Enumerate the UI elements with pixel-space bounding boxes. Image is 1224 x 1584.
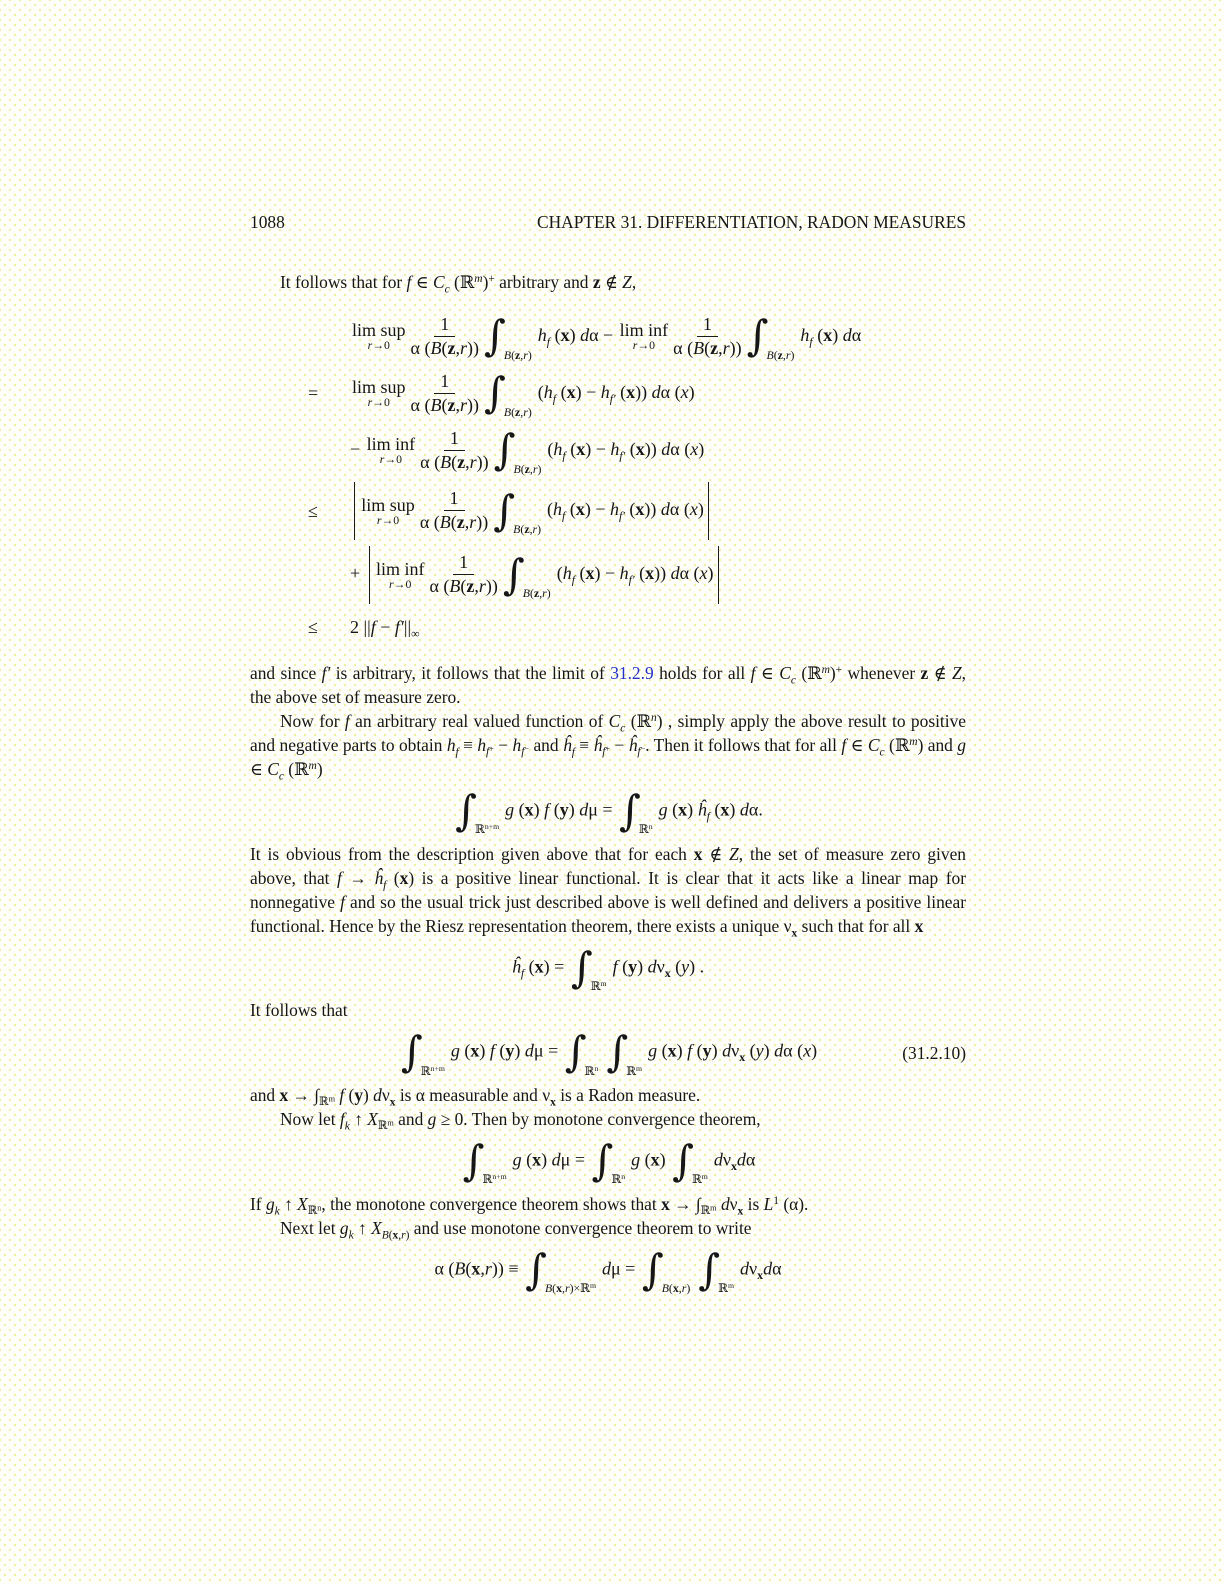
fraction: $\frac{1}{\alpha (B(z,r))}$ xyxy=(429,552,498,597)
paragraph-intro: It follows that for f ∈ $C_c$ (ℝ$^m$)+ arbitrary and z ∉ Z, xyxy=(280,272,637,296)
relation-symbol: ≤ xyxy=(308,500,318,521)
page-header xyxy=(250,210,966,234)
relation-symbol: ≤ xyxy=(308,616,318,637)
equation-number-tag: (31.2.10) xyxy=(902,1042,966,1063)
integral-sign: ∫ xyxy=(570,942,593,992)
integral-sign: ∫ xyxy=(746,311,769,361)
paragraph-next-let-gk: Next let $g_k$ ↑ $X_{B(x,r)}$ and use monotone convergence theorem to write xyxy=(280,1217,752,1242)
limit-operator: lim sup r→0 xyxy=(352,320,406,353)
integral-sign: ∫ xyxy=(502,549,525,599)
page-content xyxy=(250,210,966,1300)
integral: ∫ B(z,r) xyxy=(502,549,551,601)
integral-sign: ∫ xyxy=(455,786,478,836)
limit-operator: lim sup r→0 xyxy=(361,494,415,527)
integral-sign: ∫ xyxy=(564,1027,587,1077)
page-number: 1088 xyxy=(250,212,285,232)
integral: ∫ ℝ$^{n+m}$ xyxy=(462,1136,507,1187)
equation-row-6 xyxy=(308,607,966,647)
equation-row-1 xyxy=(308,308,966,365)
integral-sign: ∫ xyxy=(400,1027,423,1077)
paragraph-and-x-radon: and $x \to \int_{ℝ^m}$ f (y) $d\nu_x$ is α measurable and $\nu_x$ is a Radon measure. xyxy=(250,1085,701,1109)
equation-monotone: ∫ ℝ$^{n+m}$ g (x) dμ = ∫ ℝ$^n$ g (x) ∫ ℝ$^m$ $d\nu_xd\alpha$ xyxy=(462,1136,756,1187)
equation-expression: + lim inf r→0 $\frac{1}{\alpha (B(z,r))}$ ∫ B(z,r) ($h_f$ $(x) - h_{f'}$ (x)) dα (x) xyxy=(350,546,723,604)
equation-row-4 xyxy=(308,479,966,543)
paragraph-obvious: It is obvious from the description given above that for each x ∉ Z, the set of measure zero given above, that $f \to ĥ_f$ (x) is a positive linear functional. It is clear that it acts like a linear map for nonnegative f and so the usual trick just described above is well defined and delivers a positive linear functional. Hence by the Riesz representation theorem, there exists a unique $\nu_x$ such that for all x xyxy=(250,843,967,940)
equation-alpha-ball: α (B(x,r)) ≡ ∫ B(x,r)×ℝ$^m$ dμ = ∫ B(x,r) ∫ ℝ$^m$ $d\nu_xd\alpha$ xyxy=(434,1244,782,1296)
integral: ∫ B(z,r) xyxy=(483,311,532,362)
fraction: $\frac{1}{\alpha (B(z,r))}$ xyxy=(410,313,479,358)
equation-expression: lim sup r→0 $\frac{1}{\alpha (B(z,r))}$ ∫ B(z,r) $h_f$ (x) dα − lim inf r→0 $\frac{1}{\alpha (B(z,r))}$ ∫ B(z,r) $h_f$ (x) dα xyxy=(352,311,862,362)
integral: ∫ ℝ$^n$ xyxy=(564,1027,599,1078)
limit-operator: lim inf r→0 xyxy=(366,434,416,467)
paragraph-if-gk: If $g_k$ ↑ $X_{ℝ^n}$, the monotone convergence theorem shows that $x \to \int_{ℝ^m}$ $d\nu_x$ is $L^1$ (α). xyxy=(250,1193,809,1218)
vertical-bar xyxy=(369,546,370,604)
paragraph-it-follows-that: It follows that xyxy=(250,1000,348,1021)
fraction: $\frac{1}{\alpha (B(z,r))}$ xyxy=(420,427,489,472)
equation-31-2-10 xyxy=(250,1022,966,1083)
relation-symbol: = xyxy=(308,383,319,404)
integral-sign: ∫ xyxy=(591,1136,614,1186)
fraction: $\frac{1}{\alpha (B(z,r))}$ xyxy=(419,488,489,533)
vertical-bar xyxy=(718,546,719,604)
equation-row-5 xyxy=(308,543,966,607)
equation-hhat-riesz: $ĥ_f$ (x) = ∫ ℝ$^m$ f (y) $d\nu_x$ (y) . xyxy=(511,942,705,994)
ref-link-31-2-9[interactable]: 31.2.9 xyxy=(610,663,654,684)
vertical-bar xyxy=(354,482,355,540)
integral-sign: ∫ xyxy=(619,786,641,836)
integral: ∫ ℝ$^n$ xyxy=(591,1136,626,1187)
fraction: $\frac{1}{\alpha (B(z,r))}$ xyxy=(673,313,742,358)
integral-sign: ∫ xyxy=(525,1244,547,1294)
equation-row-2 xyxy=(308,365,966,422)
integral: ∫ ℝ$^m$ xyxy=(698,1244,734,1296)
integral: ∫ ℝ$^m$ xyxy=(606,1027,643,1078)
equation-limsup-liminf-block xyxy=(308,308,966,647)
integral-sign: ∫ xyxy=(493,425,516,475)
integral: ∫ B(x,r) xyxy=(641,1244,691,1296)
integral-sign: ∫ xyxy=(493,485,516,535)
equation-expression: − lim inf r→0 $\frac{1}{\alpha (B(z,r))}$ ∫ B(z,r) ($h_f$ $(x) - h_{f'}$ (x)) dα (x) xyxy=(350,425,705,476)
integral: ∫ ℝ$^n$ xyxy=(619,786,653,837)
equation-expression: lim sup r→0 $\frac{1}{\alpha (B(z,r))}$ ∫ B(z,r) ($h_f$ $(x) - h_{f'}$ (x)) dα (x) xyxy=(350,482,713,540)
integral: ∫ ℝ$^{n+m}$ xyxy=(400,1027,445,1078)
integral: ∫ ℝ$^m$ xyxy=(672,1136,708,1187)
chapter-title: CHAPTER 31. DIFFERENTIATION, RADON MEASURES xyxy=(537,212,966,232)
equation-expression: 2 $||f - f'||_\infty$ xyxy=(350,616,420,641)
integral-sign: ∫ xyxy=(462,1136,485,1186)
integral-sign: ∫ xyxy=(641,1244,664,1294)
equation-expression: lim sup r→0 $\frac{1}{\alpha (B(z,r))}$ ∫ B(z,r) ($h_f$ $(x) - h_{f'}$ (x)) dα (x) xyxy=(352,368,695,419)
integral: ∫ B(z,r) xyxy=(493,425,542,476)
integral: ∫ B(z,r) xyxy=(483,368,532,419)
integral-sign: ∫ xyxy=(672,1136,694,1186)
integral: ∫ ℝ$^{n+m}$ xyxy=(455,786,500,837)
integral: ∫ B(z,r) xyxy=(493,485,542,537)
limit-operator: lim sup r→0 xyxy=(352,377,406,410)
fraction: $\frac{1}{\alpha (B(z,r))}$ xyxy=(410,370,479,415)
equation-row-3 xyxy=(308,422,966,479)
vertical-bar xyxy=(708,482,709,540)
equation-mu-alpha: ∫ ℝ$^{n+m}$ g (x) f (y) dμ = ∫ ℝ$^n$ g (x) $ĥ_f$ (x) dα. xyxy=(455,786,763,837)
integral-sign: ∫ xyxy=(483,311,506,361)
integral: ∫ ℝ$^m$ xyxy=(570,942,607,994)
integral: ∫ B(z,r) xyxy=(746,311,795,362)
integral-sign: ∫ xyxy=(606,1027,629,1077)
limit-operator: lim inf r→0 xyxy=(375,558,425,591)
limit-operator: lim inf r→0 xyxy=(619,320,669,353)
integral: ∫ B(x,r)×ℝ$^m$ xyxy=(525,1244,596,1296)
paragraph-now-let-fk: Now let $f_k$ ↑ $X_{ℝ^m}$ and g ≥ 0. Then by monotone convergence theorem, xyxy=(280,1109,761,1133)
integral-sign: ∫ xyxy=(483,368,506,418)
equation-31-2-10-body: ∫ ℝ$^{n+m}$ g (x) f (y) dμ = ∫ ℝ$^n$ ∫ ℝ$^m$ g (x) f (y) $d\nu_x$ (y) dα (x) xyxy=(400,1027,818,1078)
integral-sign: ∫ xyxy=(698,1244,721,1294)
paragraph-since-f-arbitrary: and since f′ is arbitrary, it follows that the limit of 31.2.9 holds for all f ∈ $C_c$ (ℝ$^m$)+ whenever z ∉ Z, the above set of measure zero. xyxy=(250,663,967,708)
paragraph-now-for-f: Now for f an arbitrary real valued function of $C_c$ (ℝ$^n$) , simply apply the above result to positive and negative parts to obtain $h_f \equiv h_{f^+} - h_{f^-}$ and $ĥ_f$ ≡ $ĥ_{f^+}$ − $ĥ_{f^-}$. Then it follows that for all f ∈ $C_c$ (ℝ$^m$) and g ∈ $C_c$ (ℝ$^m$) xyxy=(250,711,966,783)
